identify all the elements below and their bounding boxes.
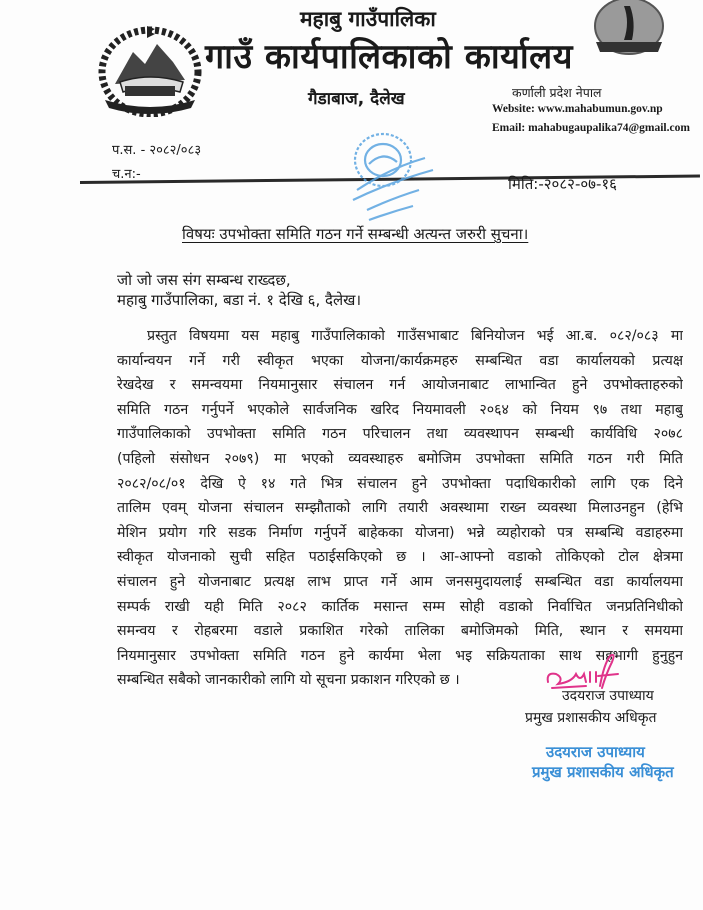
body-line: सम्पर्क राखी यही मिति २०८२ कार्तिक मसान्त सम्म सोही वडाको निर्वाचित जनप्रतिनिधीको	[117, 598, 683, 615]
body-line: मेशिन प्रयोग गरि सडक निर्माण गर्नुपर्ने बाहेकका योजना) भन्ने व्यहोराको पत्र सम्बन्धि वडाहरुमा	[117, 524, 683, 541]
addressee-line: जो जो जस संग सम्बन्ध राख्दछ,	[117, 271, 291, 289]
body-line: रेखदेख र समन्वयमा नियमानुसार संचालन गर्न आयोजनाबाट लाभान्वित हुने उपभोक्ताहरुको	[117, 377, 683, 394]
office-stamp-icon	[335, 128, 455, 223]
letter-body	[117, 324, 683, 693]
website-link[interactable]: Website: www.mahabumun.gov.np	[492, 103, 663, 115]
body-line: कार्यान्वयन गर्ने गरी स्वीकृत भएका योजना/कार्यक्रमहरु सम्बन्धित वडा कार्यालयको प्रत्यक्ष	[117, 352, 683, 369]
office-name: गाउँ कार्यपालिकाको कार्यालय	[205, 37, 573, 77]
body-line: २०८२/०८/०१ देखि ऐ १४ गते भित्र संचालन हुने उपभोक्ता पदाधिकारीको लागि एक दिने	[117, 475, 683, 492]
signatory-title: प्रमुख प्रशासकीय अधिकृत	[525, 710, 657, 726]
patra-sankhya: प.स. - २०८२/०८३	[112, 143, 202, 158]
nepal-emblem-icon	[95, 22, 205, 117]
body-line: स्वीकृत योजनाको सुची सहित पठाईसकिएको छ । आ-आफ्नो वडाको तोकिएको टोल क्षेत्रमा	[117, 549, 683, 566]
body-line: नियमानुसार उपभोक्ता समिति गठन हुने कार्यमा भेला भइ सक्रियताका साथ सहभागी हुनुहुन	[117, 647, 683, 664]
province-name: कर्णाली प्रदेश नेपाल	[512, 85, 602, 100]
letter-subject: विषयः उपभोक्ता समिति गठन गर्ने सम्बन्धी अत्यन्त जरुरी सुचना।	[182, 225, 529, 243]
signatory-name: उदयराज उपाध्याय	[562, 688, 654, 704]
email-link[interactable]: Email: mahabugaupalika74@gmail.com	[492, 122, 690, 134]
municipality-seal-icon	[588, 0, 670, 62]
body-line: प्रस्तुत विषयमा यस महाबु गाउँपालिकाको गाउँसभाबाट बिनियोजन भई आ.ब. ०८२/०८३ मा	[147, 328, 683, 344]
body-line: (पहिलो संसोधन २०७९) मा भएको व्यवस्थाहरु बमोजिम उपभोक्ता समिति गठन गरी मिति	[117, 450, 683, 467]
name-stamp-name: उदयराज उपाध्याय	[546, 743, 645, 761]
name-stamp-title: प्रमुख प्रशासकीय अधिकृत	[532, 763, 674, 781]
body-line: संचालन हुने योजनाबाट प्रत्यक्ष लाभ प्राप्त गर्ने आम जनसमुदायलाई सम्बन्धित वडा कार्यालयमा	[117, 573, 683, 590]
letter-date: मिति:-२०८२-०७-१६	[508, 175, 617, 193]
chalani-number: च.न:-	[112, 167, 141, 182]
body-line: समिति गठन गर्नुपर्ने भएकोले सार्वजनिक खरिद नियमावली २०६४ को नियम ९७ तथा महाबु	[117, 401, 683, 418]
addressee-line: महाबु गाउँपालिका, बडा नं. १ देखि ६, दैलेख।	[117, 291, 362, 309]
body-line: गाउँपालिकाको उपभोक्ता समिति गठन परिचालन तथा व्यवस्थापन सम्बन्धी कार्यविधि २०७८	[117, 426, 683, 443]
body-line: सम्बन्धित सबैको जानकारीको लागि यो सूचना प्रकाशन गरिएको छ ।	[117, 672, 460, 689]
body-line: तालिम एवम् योजना संचालन सम्झौताको लागि तयारी अवस्थामा राख्न व्यवस्था मिलाउनहुन (हेभि	[117, 500, 683, 517]
office-location: गैडाबाज, दैलेख	[308, 89, 405, 109]
municipality-name: महाबु गाउँपालिका	[300, 7, 436, 31]
body-line: समन्वय र रोहबरमा वडाले प्रकाशित गरेको तालिका बमोजिमको मिति, स्थान र समयमा	[117, 623, 683, 640]
